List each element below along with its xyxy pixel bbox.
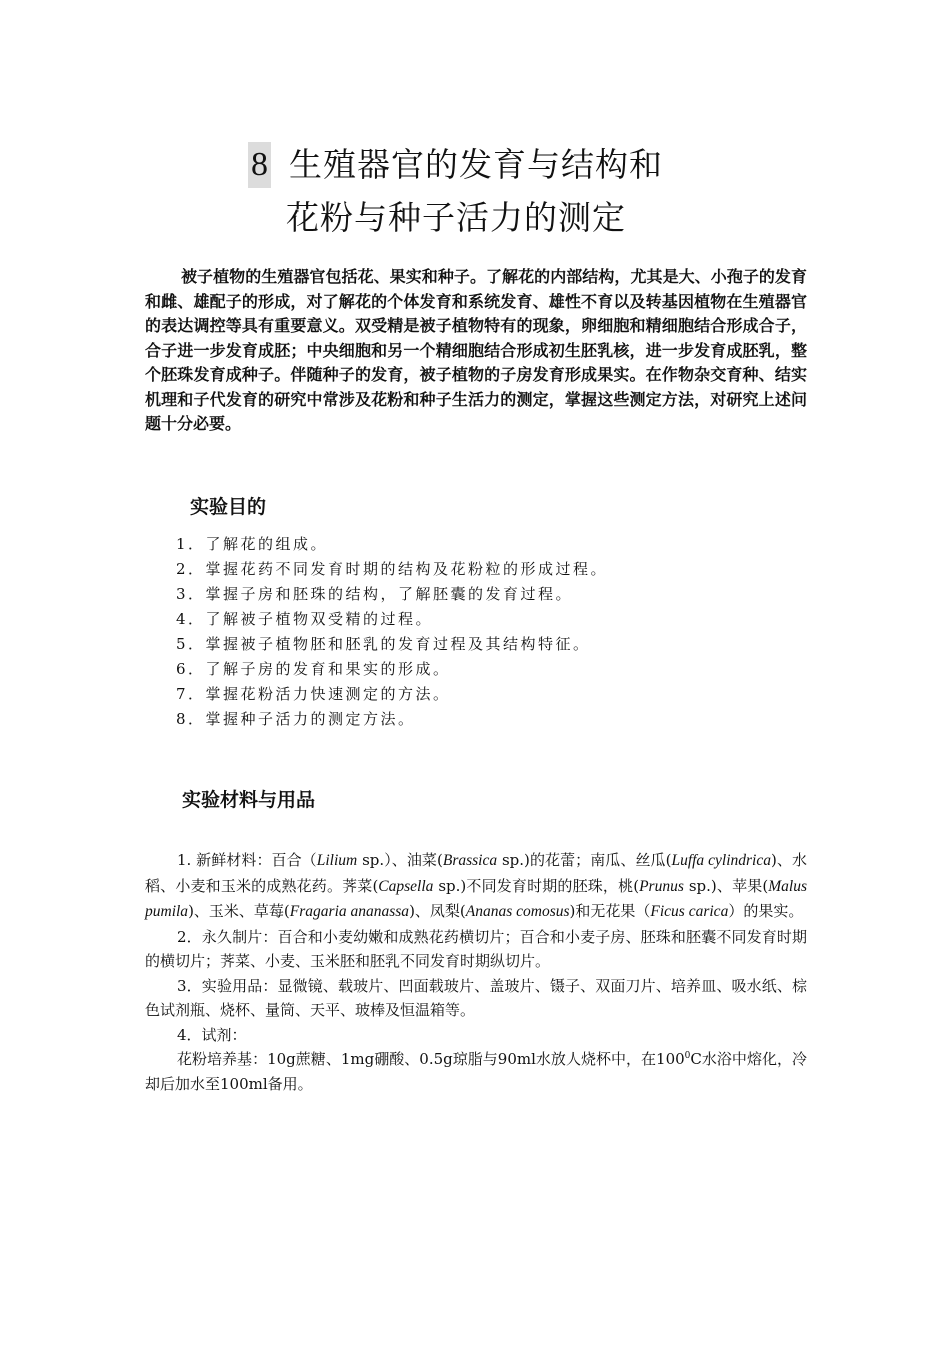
title-line-1 bbox=[248, 140, 808, 190]
text-run: )、凤梨( bbox=[409, 902, 466, 920]
title-text-line-1: 生殖器官的发育与结构和 bbox=[289, 145, 663, 184]
text-run: )、玉米、草莓( bbox=[188, 902, 290, 920]
medium-paragraph bbox=[145, 1047, 807, 1096]
list-item: 7．掌握花粉活力快速测定的方法。 bbox=[176, 685, 451, 703]
species-name: Luffa cylindrica bbox=[671, 852, 771, 869]
text-run: )、水稻、小麦和玉米的成熟花药。荠菜( bbox=[145, 851, 807, 895]
species-name: Ficus carica bbox=[650, 903, 729, 920]
list-item: 5．掌握被子植物胚和胚乳的发育过程及其结构特征。 bbox=[176, 635, 591, 653]
text-run: )和无花果（ bbox=[569, 902, 651, 920]
reagents-label: 4．试剂： bbox=[177, 1025, 247, 1044]
intro-paragraph: 被子植物的生殖器官包括花、果实和种子。了解花的内部结构，尤其是大、小孢子的发育和雌、雄配子的形成，对了解花的个体发育和系统发育、雄性不育以及转基因植物在生殖器官的表达调控等具有重要意义。双受精是被子植物特有的现象，卵细胞和精细胞结合形成合子，合子进一步发育成胚；中央细胞和另一个精细胞结合形成初生胚乳核，进一步发育成胚乳，整个胚珠发育成种子。伴随种子的发育，被子植物的子房发育形成果实。在作物杂交育种、结实机理和子代发育的研究中常涉及花粉和种子生活力的测定，掌握这些测定方法，对研究上述问题十分必要。 bbox=[145, 267, 807, 433]
materials-heading: 实验材料与用品 bbox=[182, 789, 316, 811]
species-name: Malus pumila bbox=[145, 877, 807, 920]
text-run: 1. 新鲜材料：百合（ bbox=[177, 851, 317, 869]
species-name: Ananas comosus bbox=[465, 903, 570, 920]
text-run: sp.）、油菜( bbox=[357, 851, 443, 869]
fresh-materials-paragraph bbox=[145, 848, 807, 925]
species-name: Fragaria ananassa bbox=[289, 903, 410, 920]
text-run: sp.)不同发育时期的胚珠，桃( bbox=[433, 876, 640, 895]
superscript: 0 bbox=[684, 1051, 691, 1061]
text-run: 花粉培养基：10g蔗糖、1mg硼酸、0.5g琼脂与90ml水放人烧杯中，在100 bbox=[177, 1050, 685, 1068]
species-name: Prunus bbox=[639, 877, 684, 895]
list-item: 3．掌握子房和胚珠的结构，了解胚囊的发育过程。 bbox=[176, 585, 574, 603]
species-name: Capsella bbox=[378, 877, 434, 895]
list-item: 8．掌握种子活力的测定方法。 bbox=[176, 710, 416, 728]
species-name: Lilium bbox=[316, 852, 358, 869]
chapter-title bbox=[248, 140, 808, 237]
list-item: 2．掌握花药不同发育时期的结构及花粉粒的形成过程。 bbox=[176, 560, 609, 578]
text-run: ）的果实。 bbox=[728, 902, 804, 920]
purpose-heading: 实验目的 bbox=[190, 496, 267, 518]
text-run: sp.)、苹果( bbox=[683, 876, 769, 895]
text-run: sp.)的花蕾；南瓜、丝瓜( bbox=[497, 851, 672, 869]
species-name: Brassica bbox=[442, 852, 498, 869]
list-item: 6．了解子房的发育和果实的形成。 bbox=[176, 660, 451, 678]
materials-section bbox=[145, 848, 807, 1096]
text-run: C水浴中熔化，冷却后加水至100ml备用。 bbox=[145, 1050, 807, 1093]
chapter-number: 8 bbox=[248, 142, 271, 188]
equipment-paragraph: 3．实验用品：显微镜、载玻片、凹面载玻片、盖玻片、镊子、双面刀片、培养皿、吸水纸、棕色试剂瓶、烧杯、量筒、天平、玻棒及恒温箱等。 bbox=[145, 976, 807, 1019]
title-text-line-2: 花粉与种子活力的测定 bbox=[286, 198, 626, 237]
permanent-slides-paragraph: 2．永久制片：百合和小麦幼嫩和成熟花药横切片；百合和小麦子房、胚珠和胚囊不同发育时期的横切片；荠菜、小麦、玉米胚和胚乳不同发育时期纵切片。 bbox=[145, 927, 807, 970]
list-item: 4．了解被子植物双受精的过程。 bbox=[176, 610, 434, 628]
purpose-list bbox=[176, 532, 608, 732]
list-item: 1．了解花的组成。 bbox=[176, 535, 329, 553]
